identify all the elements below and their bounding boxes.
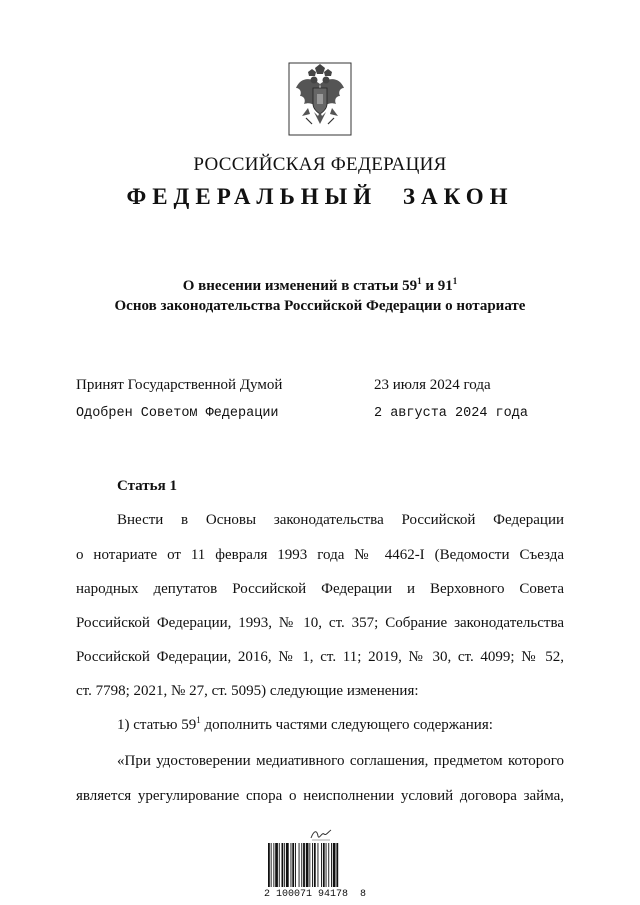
title-text-part2: и 91 xyxy=(421,278,453,294)
coat-of-arms-emblem xyxy=(288,62,352,136)
council-approval-date: 2 августа 2024 года xyxy=(374,406,528,421)
article-text-line: ст. 7798; 2021, № 27, ст. 5095) следующие изменения: xyxy=(76,683,419,699)
document-type: ФЕДЕРАЛЬНЫЙ ЗАКОН xyxy=(126,184,514,209)
law-title-line1 xyxy=(60,278,580,295)
item-text-part2: дополнить частями следующего содержания: xyxy=(200,717,493,733)
article-text-line: о нотариате от 11 февраля 1993 года № 4462-I (Ведомости Съезда xyxy=(76,547,564,563)
council-approval-label: Одобрен Советом Федерации xyxy=(76,406,279,421)
article-text-line: Внести в Основы законодательства Российской Федерации xyxy=(117,512,564,528)
handwritten-signature-mark xyxy=(309,826,333,842)
item-text-part1: 1) статью 59 xyxy=(117,717,197,733)
article-text-line: Российской Федерации, 2016, № 1, ст. 11; 2019, № 30, ст. 4099; № 52, xyxy=(76,649,564,665)
article-heading: Статья 1 xyxy=(117,478,177,494)
article-item-1 xyxy=(117,717,564,734)
quote-text-line: является урегулирование спора о неисполнении условий договора займа, xyxy=(76,788,564,804)
barcode-number: 2 100071 94178 8 xyxy=(264,889,367,900)
title-text-part1: О внесении изменений в статьи 59 xyxy=(182,278,418,294)
law-title-line2: Основ законодательства Российской Федерации о нотариате xyxy=(114,298,526,314)
duma-adoption-date: 23 июля 2024 года xyxy=(374,377,491,393)
title-superscript-2: 1 xyxy=(452,276,458,286)
item-superscript: 1 xyxy=(196,715,201,725)
title-superscript-1: 1 xyxy=(417,276,422,286)
barcode-bars xyxy=(268,843,372,887)
quote-text-line: «При удостоверении медиативного соглашения, предметом которого xyxy=(117,753,564,769)
state-name: РОССИЙСКАЯ ФЕДЕРАЦИЯ xyxy=(193,154,447,175)
article-text-line: народных депутатов Российской Федерации и Верховного Совета xyxy=(76,581,564,597)
article-text-line: Российской Федерации, 1993, № 10, ст. 357; Собрание законодательства xyxy=(76,615,564,631)
duma-adoption-label: Принят Государственной Думой xyxy=(76,377,283,393)
